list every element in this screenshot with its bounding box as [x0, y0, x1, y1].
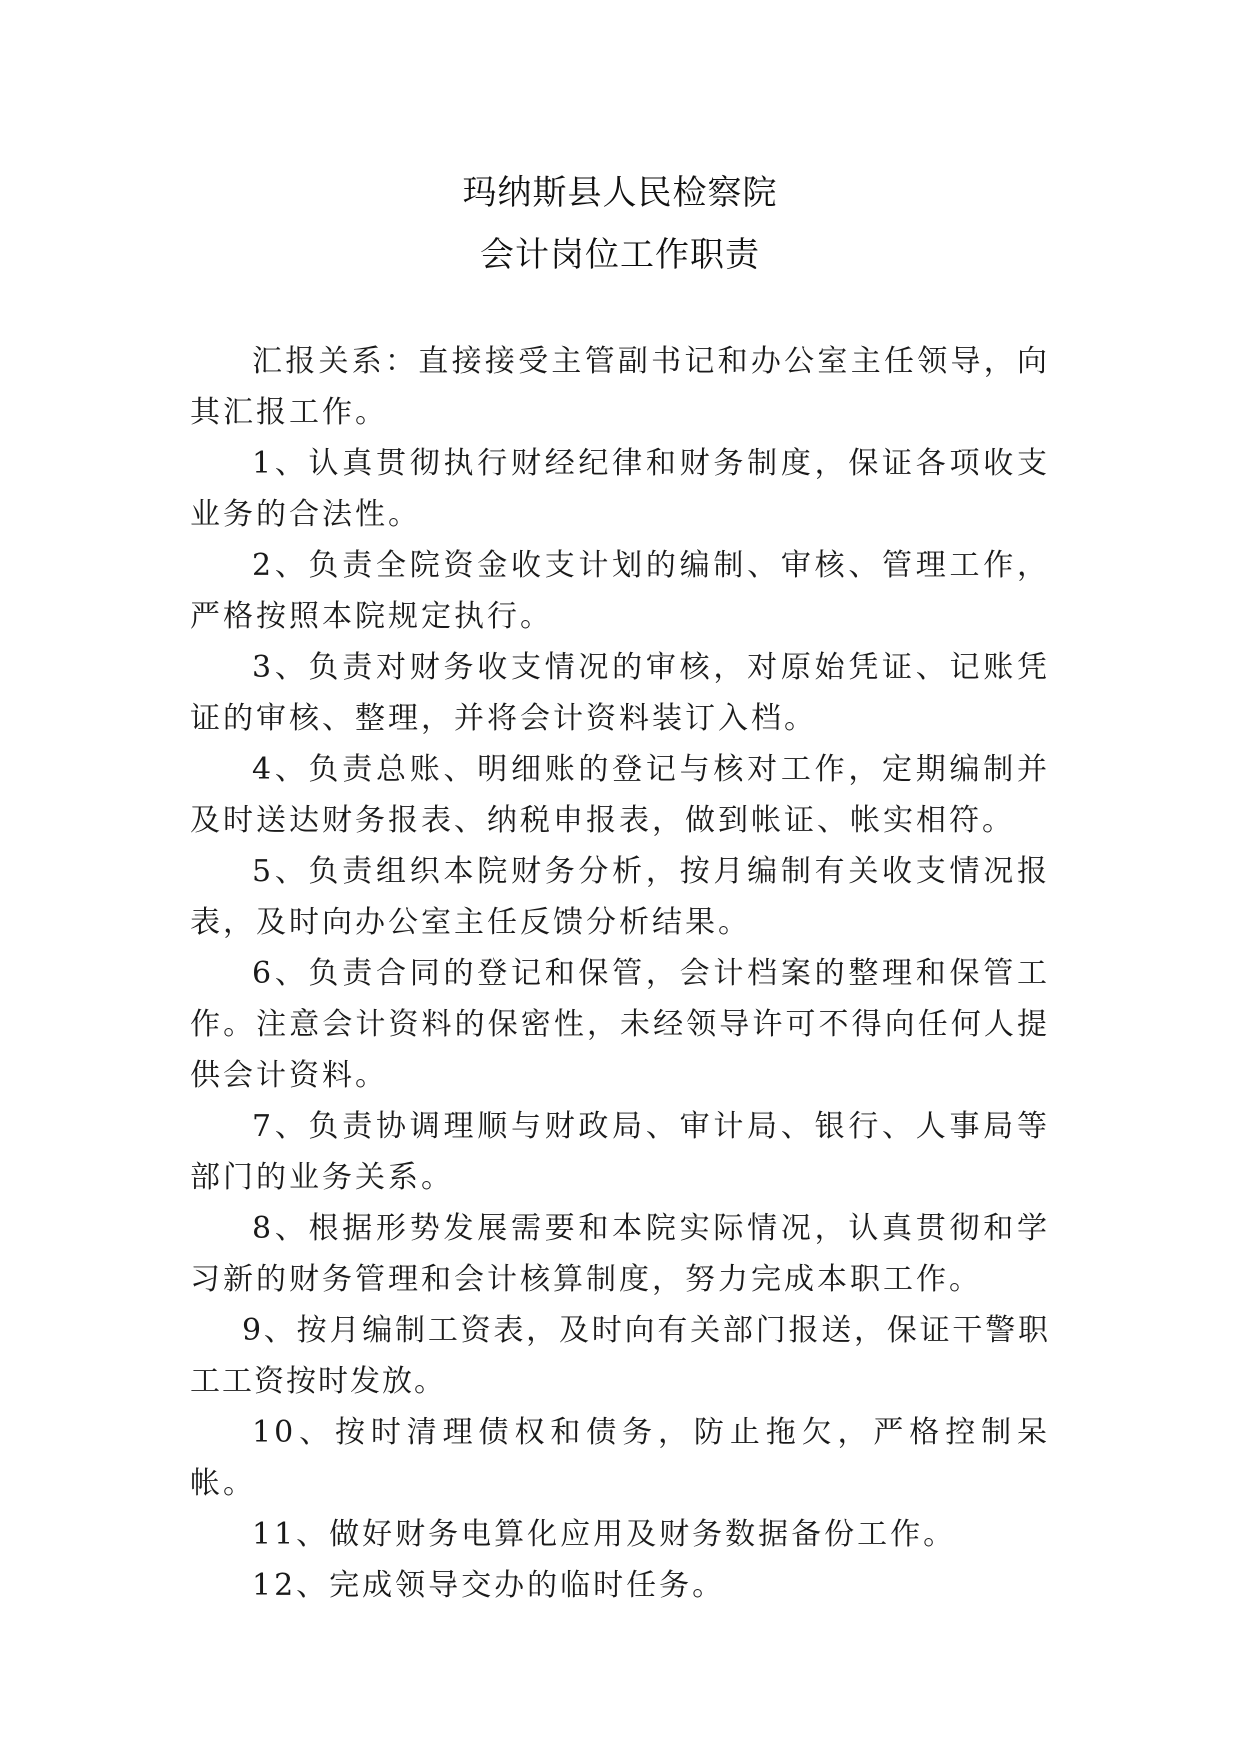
- paragraph-item-10: 10、按时清理债权和债务，防止拖欠，严格控制呆帐。: [190, 1415, 1050, 1501]
- paragraph-item-12: 12、完成领导交办的临时任务。: [252, 1568, 726, 1603]
- paragraph-item-7: 7、负责协调理顺与财政局、审计局、银行、人事局等部门的业务关系。: [190, 1109, 1050, 1195]
- paragraph-item-9: 9、按月编制工资表，及时向有关部门报送，保证干警职工工资按时发放。: [190, 1313, 1050, 1399]
- paragraph-item-8: 8、根据形势发展需要和本院实际情况，认真贯彻和学习新的财务管理和会计核算制度，努力完成本职工作。: [190, 1211, 1050, 1297]
- paragraph-item-6: 6、负责合同的登记和保管，会计档案的整理和保管工作。注意会计资料的保密性，未经领导许可不得向任何人提供会计资料。: [190, 956, 1050, 1093]
- paragraph-item-11: 11、做好财务电算化应用及财务数据备份工作。: [252, 1517, 957, 1552]
- document-title: 会计岗位工作职责: [480, 235, 760, 275]
- paragraph-item-2: 2、负责全院资金收支计划的编制、审核、管理工作，严格按照本院规定执行。: [190, 548, 1050, 634]
- org-title: 玛纳斯县人民检察院: [462, 173, 778, 213]
- paragraph-item-4: 4、负责总账、明细账的登记与核对工作，定期编制并及时送达财务报表、纳税申报表，做到帐证、帐实相符。: [190, 752, 1050, 838]
- paragraph-reporting: 汇报关系：直接接受主管副书记和办公室主任领导，向其汇报工作。: [190, 344, 1050, 430]
- paragraph-item-1: 1、认真贯彻执行财经纪律和财务制度，保证各项收支业务的合法性。: [190, 446, 1050, 532]
- paragraph-item-3: 3、负责对财务收支情况的审核，对原始凭证、记账凭证的审核、整理，并将会计资料装订入档。: [190, 650, 1050, 736]
- document-body: [190, 336, 1050, 1611]
- paragraph-item-5: 5、负责组织本院财务分析，按月编制有关收支情况报表，及时向办公室主任反馈分析结果。: [190, 854, 1050, 940]
